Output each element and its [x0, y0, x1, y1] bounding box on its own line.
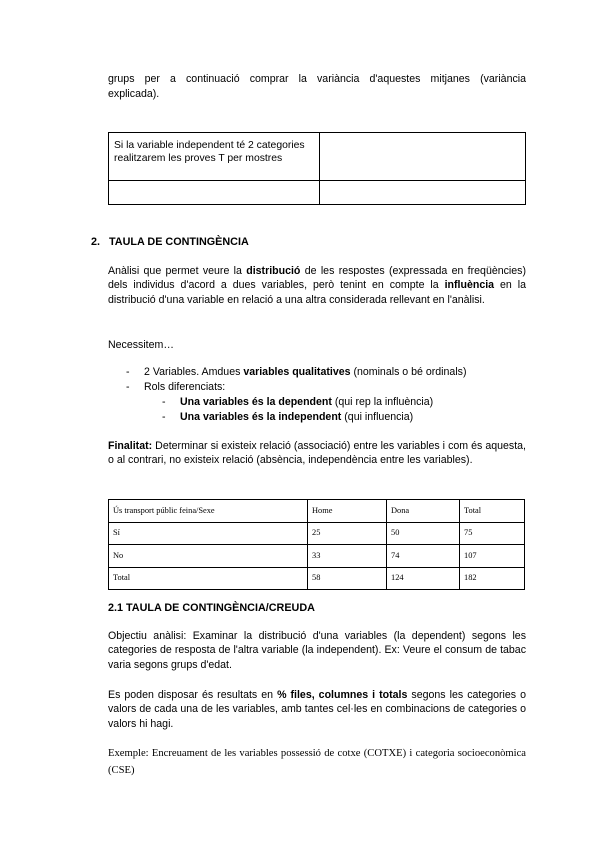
table-row — [109, 522, 525, 545]
list-item — [180, 410, 413, 424]
text: en la distribució d'una variable en relació a una altra considerada rellevant en l'anàlisi. — [108, 279, 526, 306]
table-cell: 58 — [308, 567, 387, 590]
text: (nominals o bé ordinals) — [350, 366, 467, 378]
paragraph — [108, 439, 526, 468]
table-cell: 74 — [387, 545, 460, 568]
table-header-cell: Total — [460, 500, 525, 523]
table-row — [109, 567, 525, 590]
table-cell: Sí — [109, 522, 308, 545]
intro-line: explicada). — [108, 88, 160, 100]
table-cell: 75 — [460, 522, 525, 545]
table-cell: 182 — [460, 567, 525, 590]
bold-text: Una variables és la independent — [180, 411, 342, 423]
contingency-table — [108, 499, 525, 590]
dash-marker: - — [126, 366, 130, 378]
text: (qui rep la influència) — [331, 396, 434, 408]
table-header-cell: Ús transport públic feina/Sexe — [109, 500, 308, 523]
text: Es poden disposar és resultats en — [108, 689, 278, 701]
intro-line: grups per a continuació comprar la variància d'aquestes mitjanes (variància — [108, 73, 526, 85]
list-item: Rols diferenciats: — [144, 381, 226, 393]
paragraph: Necessitem… — [108, 339, 174, 351]
text: segons les categories o valors de cada una de les variables, amb tantes cel·les en combinacions de categories o valors hi hagi. — [108, 689, 526, 730]
table-cell — [320, 133, 526, 181]
dash-marker: - — [126, 381, 130, 393]
dash-marker: - — [162, 396, 166, 408]
bold-text: variables qualitatives — [243, 366, 351, 378]
example-paragraph: Exemple: Encreuament de les variables possessió de cotxe (COTXE) i categoria socioeconòmica (CSE) — [108, 748, 526, 776]
table-cell: 124 — [387, 567, 460, 590]
table-cell: Total — [109, 567, 308, 590]
bold-text: Finalitat: — [108, 440, 153, 452]
section-number: 2. — [91, 236, 101, 248]
text: de les respostes (expressada en freqüències) dels individus d'acord a dues variables, però tenint en compte la — [108, 265, 526, 292]
table-cell: 25 — [308, 522, 387, 545]
table-row — [109, 545, 525, 568]
dash-marker: - — [162, 411, 166, 423]
table-cell — [109, 181, 320, 205]
section-title: TAULA DE CONTINGÈNCIA — [109, 236, 249, 248]
list-item — [180, 395, 433, 409]
bold-text: influència — [444, 279, 495, 292]
section-heading: 2.1 TAULA DE CONTINGÈNCIA/CREUDA — [108, 602, 315, 614]
table-cell: Si la variable independent té 2 categories realitzarem les proves T per mostres — [109, 133, 320, 181]
table-cell: 33 — [308, 545, 387, 568]
text: Anàlisi que permet veure la — [108, 265, 247, 277]
text: (qui influencia) — [341, 411, 414, 423]
table-cell — [320, 181, 526, 205]
table-cell: No — [109, 545, 308, 568]
table-cell: 50 — [387, 522, 460, 545]
list-item — [144, 365, 467, 379]
bold-text: distribució — [246, 265, 301, 277]
paragraph: Objectiu anàlisi: Examinar la distribució d'una variables (la dependent) segons les categories de resposta de l'altra variable (la independent). Ex: Veure el consum de tabac varia segons grups d'edat. — [108, 630, 526, 671]
bold-text: Una variables és la dependent — [180, 396, 332, 408]
table-header-cell: Home — [308, 500, 387, 523]
text: 2 Variables. Amdues — [144, 366, 244, 378]
t-test-table — [108, 132, 526, 205]
paragraph — [108, 688, 526, 731]
bold-text: % files, columnes i totals — [277, 689, 408, 701]
section-heading — [91, 235, 249, 249]
table-cell: 107 — [460, 545, 525, 568]
text: Determinar si existeix relació (associació) entre les variables i com és aquesta, o al contrari, no existeix relació (absència, independència entre les variables). — [108, 440, 526, 467]
paragraph — [108, 264, 526, 307]
table-header-cell: Dona — [387, 500, 460, 523]
